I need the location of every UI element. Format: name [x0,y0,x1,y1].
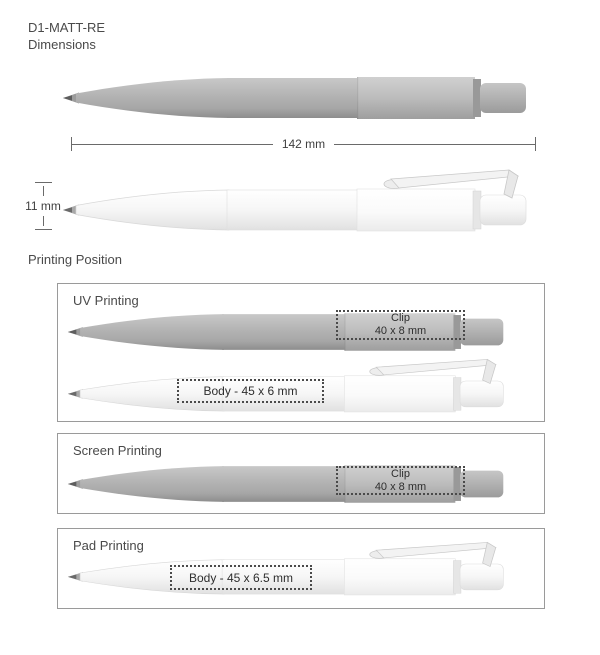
print-area-label: Body - 45 x 6 mm [203,384,298,398]
print-area-body-uv [177,379,324,403]
dimensions-heading: Dimensions [28,37,96,52]
print-area-size: 40 x 8 mm [374,325,427,337]
print-area-label: Body - 45 x 6.5 mm [188,570,294,585]
dimension-tick-right [535,137,536,151]
dimension-line-bottom [43,216,44,226]
header [28,19,105,53]
pen-gray-illustration [61,70,531,126]
pen-white-illustration [61,166,531,238]
length-value: 142 mm [281,137,326,151]
print-area-label: Clip [391,467,410,480]
height-dimension [24,182,62,230]
height-value: 11 mm [25,199,61,213]
dimension-line-left [72,144,273,145]
dimension-tick-top [35,182,52,183]
section-label-screen: Screen Printing [73,443,162,458]
print-area-clip-screen [336,466,465,495]
dimension-tick-bottom [35,229,52,230]
product-title: D1-MATT-RE [28,20,106,35]
print-area-label: Clip [391,312,410,324]
dimension-line-top [43,186,44,196]
section-label-pad: Pad Printing [73,538,144,553]
print-area-size: 40 x 8 mm [374,480,427,493]
section-label-uv: UV Printing [73,293,139,308]
print-area-body-pad [170,565,312,590]
dimension-line-right [334,144,535,145]
print-area-clip-uv [336,310,465,340]
printing-position-heading: Printing Position [28,252,122,267]
length-dimension [71,137,536,151]
